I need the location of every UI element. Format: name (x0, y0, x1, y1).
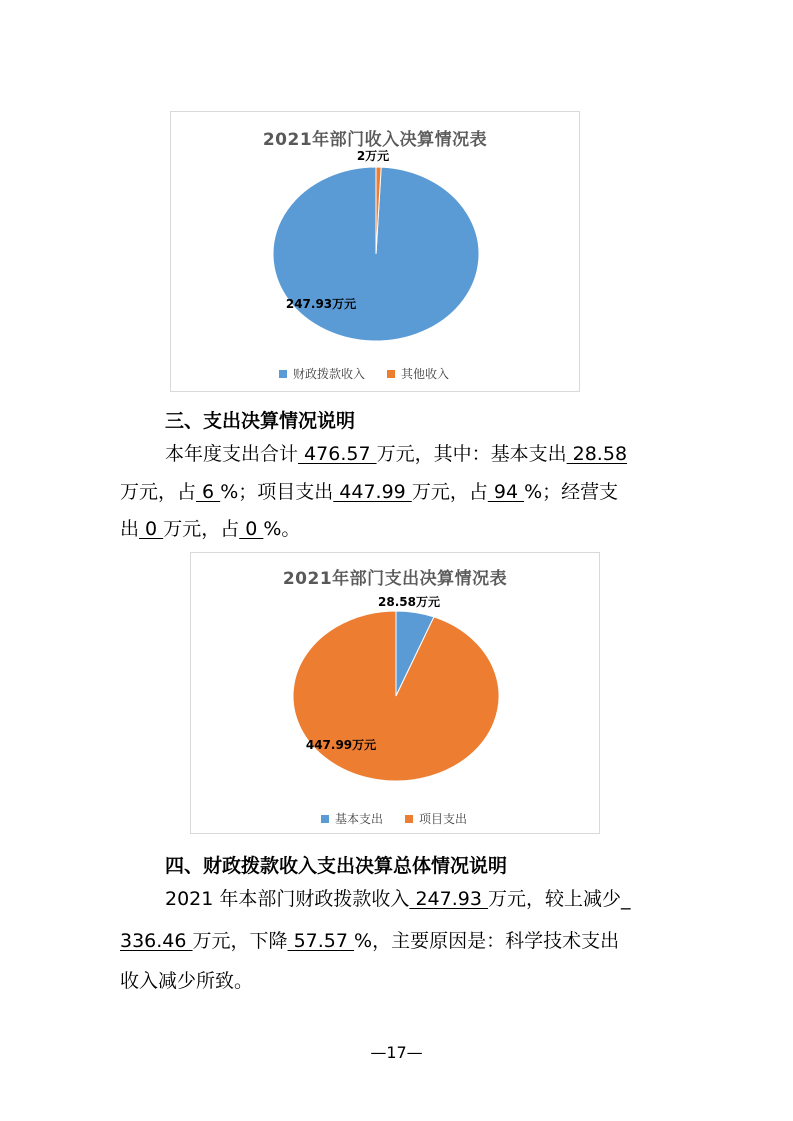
expense-label-basic: 28.58万元 (378, 595, 440, 609)
page-number: —17— (370, 1043, 423, 1062)
income-label-fiscal: 247.93万元 (285, 297, 357, 311)
legend-swatch-project (405, 815, 413, 823)
income-pie (171, 112, 581, 393)
operating-expense: 0 (139, 518, 164, 540)
legend-label-fiscal: 财政拨款收入 (293, 367, 366, 381)
text: _ (620, 888, 631, 910)
text: 本年度支出合计 (165, 443, 299, 465)
text: %，主要原因是：科学技术支出 (354, 930, 620, 952)
text: 万元，下降 (192, 930, 288, 952)
expense-slice-project (293, 611, 499, 781)
basic-pct: 6 (196, 481, 221, 503)
section3-heading: 三、支出决算情况说明 (165, 410, 356, 432)
income-chart-title: 2021年部门收入决算情况表 (262, 130, 488, 150)
legend-label-other-income: 其他收入 (401, 367, 450, 381)
income-legend (279, 365, 449, 382)
text: 2021 年本部门财政拨款收入 (165, 888, 410, 910)
operating-pct: 0 (239, 518, 264, 540)
decrease-pct: 57.57 (287, 930, 355, 952)
text: %；经营支 (524, 481, 619, 503)
fiscal-income: 247.93 (409, 888, 488, 910)
expense-pie (191, 553, 601, 835)
project-pct: 94 (487, 481, 525, 503)
basic-expense: 28.58 (566, 443, 628, 465)
section3-line1 (165, 445, 627, 464)
section4-line2 (120, 932, 619, 951)
project-expense: 447.99 (333, 481, 412, 503)
legend-swatch-fiscal (279, 370, 287, 378)
text: 万元，占 (120, 481, 197, 503)
text: 万元，占 (411, 481, 488, 503)
section4-line1 (165, 890, 630, 909)
legend-label-basic: 基本支出 (335, 812, 384, 826)
expense-chart-title: 2021年部门支出决算情况表 (282, 569, 508, 589)
text: 出 (120, 518, 140, 540)
total-expense: 476.57 (298, 443, 377, 465)
text: %；项目支出 (220, 481, 334, 503)
expense-legend (321, 810, 467, 827)
section3-line3 (120, 520, 300, 539)
section4-line3 (120, 972, 253, 991)
expense-chart (190, 552, 600, 834)
text: %。 (263, 518, 301, 540)
income-chart (170, 111, 580, 392)
text: 万元，较上减少 (487, 888, 621, 910)
legend-swatch-other-income (387, 370, 395, 378)
section4-heading: 四、财政拨款收入支出决算总体情况说明 (165, 855, 508, 877)
legend-label-project: 项目支出 (419, 812, 468, 826)
income-label-other: 2万元 (356, 149, 390, 163)
income-decrease: 336.46 (120, 930, 193, 952)
expense-label-project: 447.99万元 (305, 738, 377, 752)
legend-swatch-basic (321, 815, 329, 823)
text: 收入减少所致。 (120, 970, 254, 992)
text: 万元，占 (163, 518, 240, 540)
text: 万元，其中：基本支出 (376, 443, 567, 465)
section3-line2 (120, 483, 618, 502)
